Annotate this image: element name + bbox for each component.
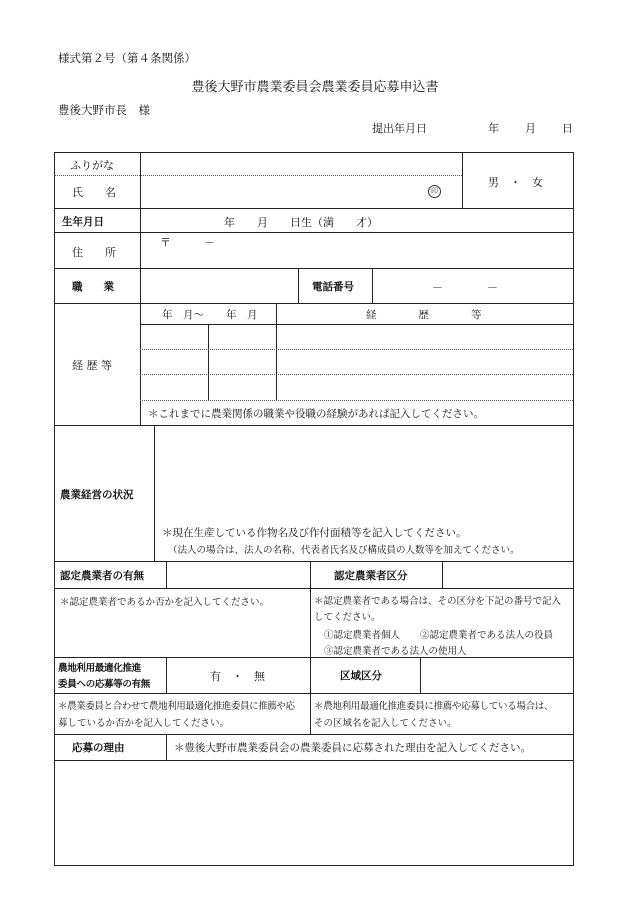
career-col-from: 年 月～ (162, 309, 204, 321)
reason-label: 応募の理由 (72, 742, 125, 754)
certified-option-3: ③認定農業者である法人の使用人 (324, 646, 467, 657)
occupation-field[interactable] (142, 272, 296, 300)
area-class-field[interactable] (424, 660, 570, 690)
submission-day-label: 日 (562, 122, 573, 135)
promotion-label-1: 農地利用最適化推進 (58, 663, 141, 674)
farm-management-field[interactable] (158, 430, 570, 520)
certified-option-1: ①認定農業者個人 (324, 630, 401, 641)
reason-field[interactable] (58, 764, 570, 862)
area-class-label: 区域区分 (340, 670, 382, 682)
address-label: 住 所 (72, 246, 116, 259)
certified-farmer-label: 認定農業者の有無 (60, 570, 144, 582)
occupation-label: 職 業 (72, 281, 114, 293)
birth-date-field[interactable]: 年 月 日生（満 才） (224, 216, 378, 229)
submission-month-label: 月 (525, 122, 536, 135)
promotion-label-2: 委員への応募等の有無 (58, 679, 151, 690)
certified-class-field[interactable] (446, 564, 570, 586)
certified-class-label: 認定農業者区分 (334, 570, 408, 582)
seal-mark: 印 (428, 185, 441, 198)
certified-note-right-2: してください。 (314, 612, 381, 623)
promotion-note-right-2: その区域名を記入してください。 (314, 718, 457, 729)
certified-farmer-field[interactable] (170, 564, 306, 586)
gender-options[interactable]: 男 ・ 女 (488, 176, 543, 189)
promotion-note-right-1: ＊農地利用最適化推進委員に推薦や応募している場合は、 (314, 701, 554, 712)
reason-note: ＊豊後大野市農業委員会の農業委員に応募された理由を記入してください。 (174, 742, 531, 754)
certified-option-2: ②認定農業者である法人の役員 (420, 630, 554, 641)
phone-label: 電話番号 (312, 281, 354, 293)
certified-note-left: ＊認定農業者であるか否かを記入してください。 (60, 597, 270, 608)
phone-field[interactable]: － － (432, 281, 498, 294)
birth-date-label: 生年月日 (62, 216, 104, 228)
furigana-field[interactable] (142, 158, 460, 174)
promotion-note-left-2: 募しているか否かを記入してください。 (58, 718, 230, 729)
postal-code-field[interactable]: 〒 － (160, 236, 215, 249)
career-col-detail: 経 歴 等 (366, 309, 482, 321)
farm-note-1: ＊現在生産している作物名及び作付面積等を記入してください。 (162, 527, 467, 539)
career-note: ＊これまでに農業関係の職業や役職の経験があれば記入してください。 (148, 408, 484, 420)
farm-management-label: 農業経営の状況 (60, 489, 134, 501)
submission-date-label: 提出年月日 (372, 122, 427, 135)
career-col-to: 年 月 (226, 309, 258, 321)
promotion-note-left-1: ＊農業委員と合わせて農地利用最適化推進委員に推薦や応 (58, 701, 295, 712)
name-field[interactable] (142, 178, 422, 206)
farm-note-2: （法人の場合は、法人の名称、代表者氏名及び構成員の人数等を加えてください。 (168, 545, 520, 556)
form-number: 様式第２号（第４条関係） (58, 51, 196, 65)
career-label: 経 歴 等 (72, 359, 112, 372)
certified-note-right-1: ＊認定農業者である場合は、その区分を下記の番号で記入 (314, 596, 562, 607)
name-label: 氏 名 (72, 186, 116, 199)
promotion-options[interactable]: 有 ・ 無 (210, 670, 265, 683)
submission-year-label: 年 (488, 122, 499, 135)
furigana-label: ふりがな (70, 159, 114, 172)
form-title: 豊後大野市農業委員会農業委員応募申込書 (191, 80, 439, 95)
address-field[interactable] (142, 250, 570, 266)
addressee: 豊後大野市長 様 (58, 103, 150, 117)
